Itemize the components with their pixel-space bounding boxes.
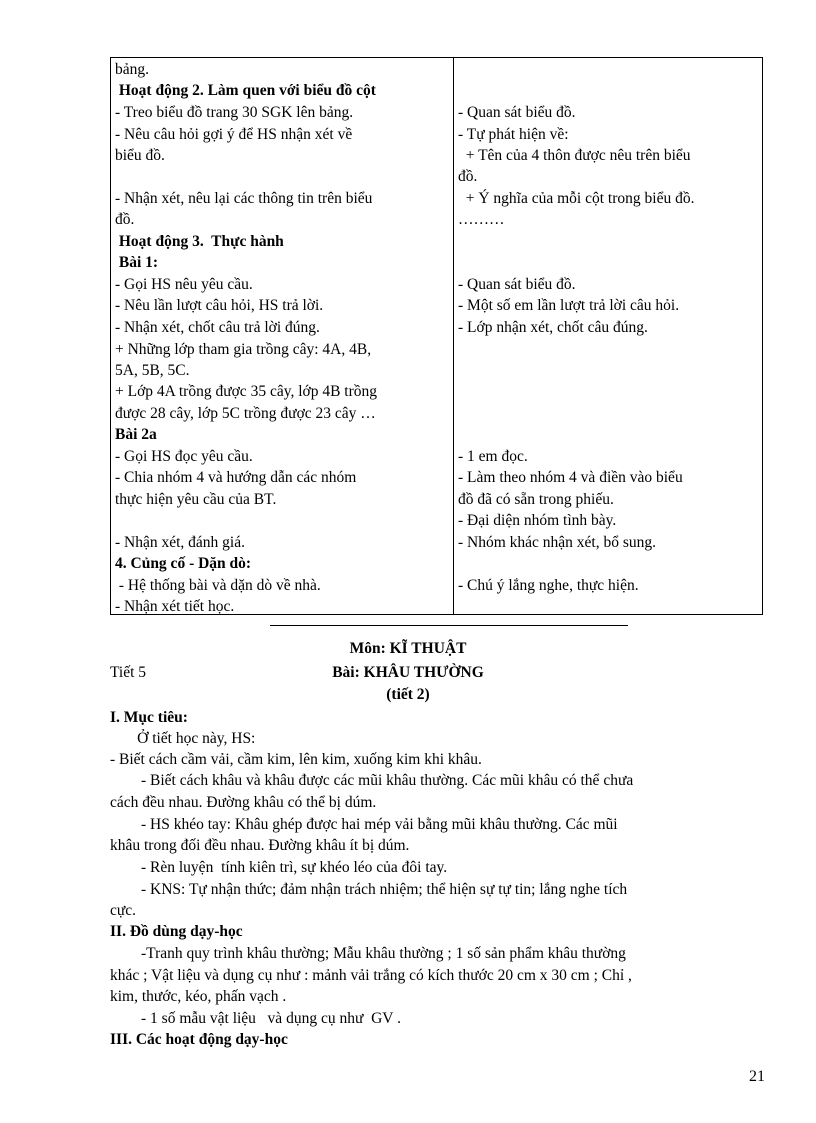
teacher-line: - Nhận xét, đánh giá. <box>115 534 245 551</box>
page-number: 21 <box>749 1068 765 1085</box>
subject-title: Môn: KĨ THUẬT <box>349 640 467 657</box>
section-heading: I. Mục tiêu: <box>110 709 188 726</box>
teacher-line: + Những lớp tham gia trồng cây: 4A, 4B, <box>115 341 372 358</box>
teacher-line: - Gọi HS đọc yêu cầu. <box>115 448 253 465</box>
student-line: - Đại diện nhóm tình bày. <box>458 512 617 529</box>
body-line: Ở tiết học này, HS: <box>110 730 256 747</box>
student-line: - 1 em đọc. <box>458 448 528 465</box>
teacher-line: - Nêu lần lượt câu hỏi, HS trả lời. <box>115 297 324 314</box>
teacher-line: - Nhận xét tiết học. <box>115 598 235 615</box>
teacher-line: đồ. <box>115 211 135 228</box>
teacher-line: - Treo biểu đồ trang 30 SGK lên bảng. <box>115 104 354 121</box>
student-line: - Lớp nhận xét, chốt câu đúng. <box>458 319 648 336</box>
student-line: - Chú ý lắng nghe, thực hiện. <box>458 577 639 594</box>
body-line: -Tranh quy trình khâu thường; Mẫu khâu thường ; 1 số sản phẩm khâu thường <box>110 945 626 962</box>
student-line: đồ đã có sẵn trong phiếu. <box>458 491 614 508</box>
body-line: - HS khéo tay: Khâu ghép được hai mép vải bằng mũi khâu thường. Các mũi <box>110 816 618 833</box>
period-label: Tiết 5 <box>110 664 147 681</box>
section-heading: II. Đồ dùng dạy-học <box>110 923 243 940</box>
body-line: khâu trong đối đều nhau. Đường khâu ít bị dúm. <box>110 837 410 854</box>
student-line: - Quan sát biểu đồ. <box>458 104 576 121</box>
activity-heading: Hoạt động 3. Thực hành <box>115 233 284 250</box>
body-line: - Biết cách khâu và khâu được các mũi khâu thường. Các mũi khâu có thể chưa <box>110 772 634 789</box>
teacher-line: biểu đồ. <box>115 147 165 164</box>
teacher-line: thực hiện yêu cầu của BT. <box>115 491 277 508</box>
teacher-line: - Hệ thống bài và dặn dò về nhà. <box>115 577 321 594</box>
activity-heading: Hoạt động 2. Làm quen với biểu đồ cột <box>115 82 376 99</box>
teacher-line: bảng. <box>115 61 150 78</box>
teacher-line: - Chia nhóm 4 và hướng dẫn các nhóm <box>115 469 357 486</box>
body-line: - Rèn luyện tính kiên trì, sự khéo léo của đôi tay. <box>110 859 448 876</box>
exercise-heading: Bài 1: <box>115 254 159 271</box>
lesson-part: (tiết 2) <box>386 686 430 703</box>
body-line: cách đều nhau. Đường khâu có thể bị dúm. <box>110 794 377 811</box>
teacher-line: 5A, 5B, 5C. <box>115 362 190 379</box>
exercise-heading: Bài 2a <box>115 426 157 443</box>
teacher-line: + Lớp 4A trồng được 35 cây, lớp 4B trồng <box>115 383 378 400</box>
section-heading: 4. Củng cố - Dặn dò: <box>115 555 252 572</box>
student-line: - Một số em lần lượt trả lời câu hỏi. <box>458 297 680 314</box>
teacher-line: - Nêu câu hỏi gợi ý để HS nhận xét về <box>115 126 353 143</box>
student-line: - Tự phát hiện về: <box>458 126 569 143</box>
teacher-line: - Gọi HS nêu yêu cầu. <box>115 276 253 293</box>
teacher-line: - Nhận xét, chốt câu trả lời đúng. <box>115 319 320 336</box>
student-line: đồ. <box>458 168 478 185</box>
body-line: kim, thước, kéo, phấn vạch . <box>110 988 287 1005</box>
student-line: ……… <box>458 211 505 228</box>
student-line: - Quan sát biểu đồ. <box>458 276 576 293</box>
column-divider <box>453 58 454 614</box>
student-line: - Nhóm khác nhận xét, bổ sung. <box>458 534 657 551</box>
student-line: + Tên của 4 thôn được nêu trên biểu <box>458 147 691 164</box>
body-line: cực. <box>110 902 137 919</box>
section-heading: III. Các hoạt động dạy-học <box>110 1031 288 1048</box>
body-line: khác ; Vật liệu và dụng cụ như : mảnh vải trắng có kích thước 20 cm x 30 cm ; Chỉ , <box>110 967 632 984</box>
student-line: - Làm theo nhóm 4 và điền vào biểu <box>458 469 683 486</box>
teacher-line: được 28 cây, lớp 5C trồng được 23 cây … <box>115 405 376 422</box>
body-line: - KNS: Tự nhận thức; đảm nhận trách nhiệm; thể hiện sự tự tin; lắng nghe tích <box>110 881 628 898</box>
separator-line <box>270 625 628 626</box>
body-line: - Biết cách cầm vải, cầm kim, lên kim, xuống kim khi khâu. <box>110 751 482 768</box>
activity-table <box>110 57 763 615</box>
lesson-title: Bài: KHÂU THƯỜNG <box>332 664 484 681</box>
body-line: - 1 số mẫu vật liệu và dụng cụ như GV . <box>110 1010 401 1027</box>
teacher-line: - Nhận xét, nêu lại các thông tin trên biểu <box>115 190 373 207</box>
student-line: + Ý nghĩa của mỗi cột trong biểu đồ. <box>458 190 695 207</box>
